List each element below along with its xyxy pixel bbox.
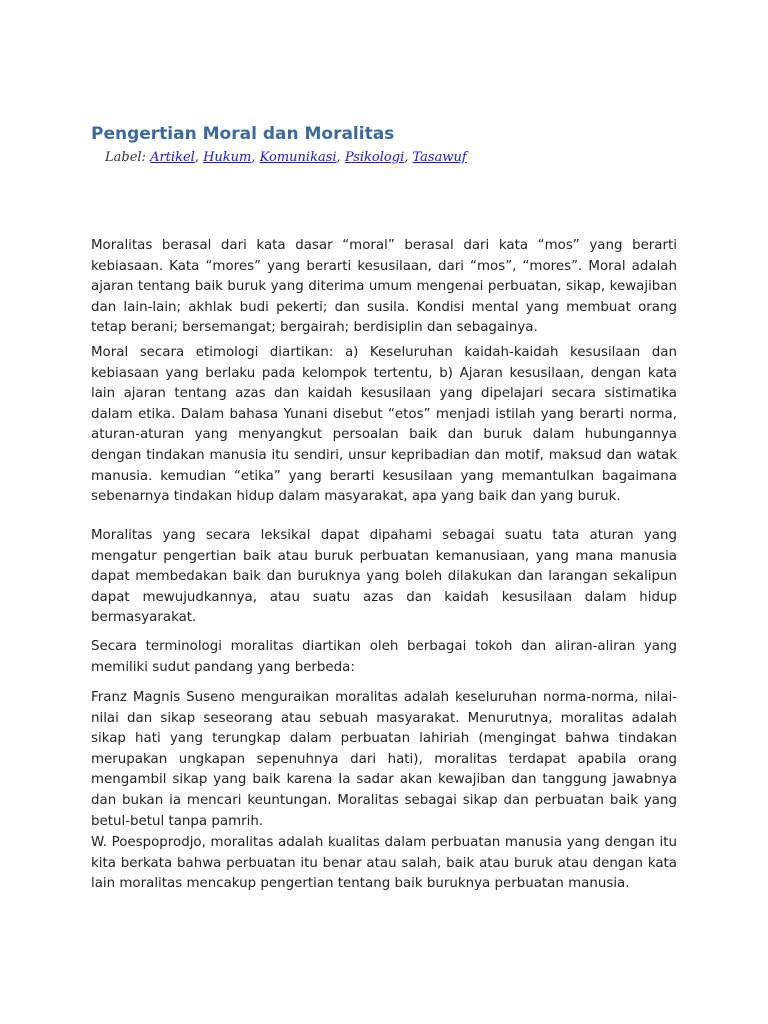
paragraph-moral-etimologi: Moral secara etimologi diartikan: a) Keseluruhan kaidah-kaidah kesusilaan dan kebiasaan yang berlaku pada kelompok tertentu, b) Ajaran kesusilaan, dengan kata lain ajaran tentang azas dan kaidah kesusilaan yang dipelajari secara sistimatika dalam etika. Dalam bahasa Yunani disebut “etos” menjadi istilah yang berarti norma, aturan-aturan yang menyangkut persoalan baik dan buruk dalam hubungannya dengan tindakan manusia itu sendiri, unsur kepribadian dan motif, maksud dan watak manusia. kemudian “etika” yang berarti kesusilaan yang memantulkan bagaimana sebenarnya tindakan hidup dalam masyarakat, apa yang baik dan yang buruk. — [91, 345, 677, 505]
label-link-artikel[interactable]: Artikel — [150, 150, 195, 165]
paragraph-poespoprodjo: W. Poespoprodjo, moralitas adalah kualitas dalam perbuatan manusia yang dengan itu kita berkata bahwa perbuatan itu benar atau salah, baik atau buruk atau dengan kata lain moralitas mencakup pengertian tentang baik buruknya perbuatan manusia. — [91, 835, 677, 892]
post-title: Pengertian Moral dan Moralitas — [91, 124, 395, 144]
label-separator: , — [404, 150, 409, 165]
label-link-psikologi[interactable]: Psikologi — [344, 150, 405, 165]
post-labels — [105, 148, 467, 168]
paragraph-terminologi: Secara terminologi moralitas diartikan oleh berbagai tokoh dan aliran-aliran yang memiliki sudut pandang yang berbeda: — [91, 639, 677, 675]
label-link-tasawuf[interactable]: Tasawuf — [412, 150, 467, 165]
label-separator: , — [251, 150, 256, 165]
label-link-komunikasi[interactable]: Komunikasi — [259, 150, 337, 165]
label-separator: , — [194, 150, 199, 165]
label-separator: , — [336, 150, 341, 165]
paragraph-franz-magnis-suseno: Franz Magnis Suseno menguraikan moralitas adalah keseluruhan norma-norma, nilai-nilai dan sikap seseorang atau sebuah masyarakat. Menurutnya, moralitas adalah sikap hati yang terungkap dalam perbuatan lahiriah (mengingat bahwa tindakan merupakan ungkapan sepenuhnya dari hati), moralitas terdapat apabila orang mengambil sikap yang baik karena Ia sadar akan kewajiban dan tanggung jawabnya dan bukan ia mencari keuntungan. Moralitas sebagai sikap dan perbuatan baik yang betul-betul tanpa pamrih. — [91, 690, 677, 829]
labels-caption: Label: — [105, 150, 146, 165]
paragraph-moralitas-leksikal: Moralitas yang secara leksikal dapat dipahami sebagai suatu tata aturan yang mengatur pengertian baik atau buruk perbuatan kemanusiaan, yang mana manusia dapat membedakan baik dan buruknya yang boleh dilakukan dan larangan sekalipun dapat mewujudkannya, atau suatu azas dan kaidah kesusilaan dalam hidup bermasyarakat. — [91, 528, 677, 626]
paragraph-moralitas-asal-kata: Moralitas berasal dari kata dasar “moral” berasal dari kata “mos” yang berarti kebiasaan. Kata “mores” yang berarti kesusilaan, dari “mos”, “mores”. Moral adalah ajaran tentang baik buruk yang diterima umum mengenai perbuatan, sikap, kewajiban dan lain-lain; akhlak budi pekerti; dan susila. Kondisi mental yang membuat orang tetap berani; bersemangat; bergairah; berdisiplin dan sebagainya. — [91, 238, 677, 336]
label-link-hukum[interactable]: Hukum — [203, 150, 252, 165]
